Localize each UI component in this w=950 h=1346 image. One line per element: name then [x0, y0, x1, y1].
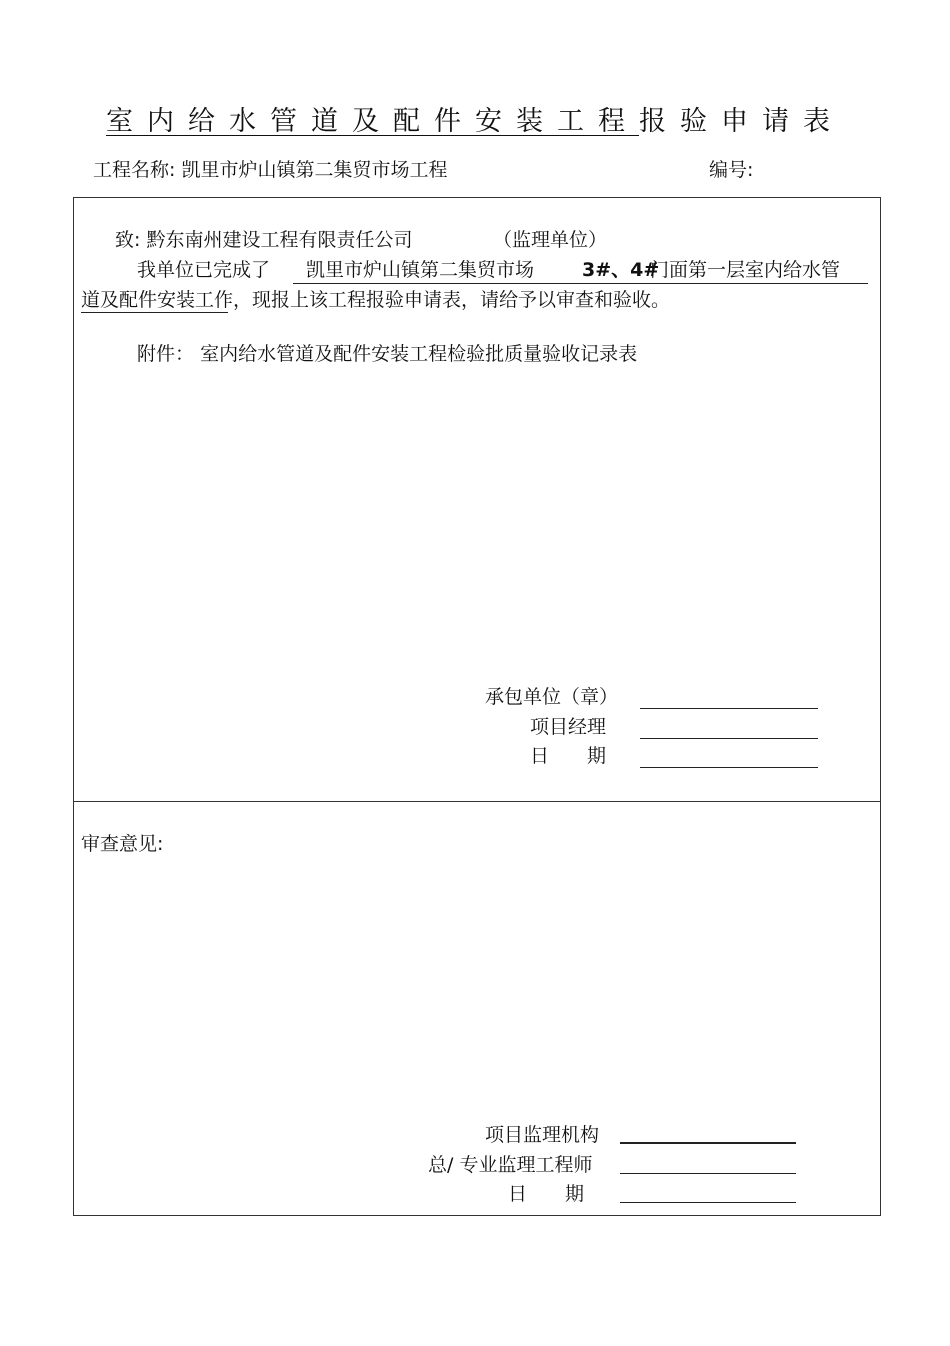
sign-engineer-label: 总/ 专业监理工程师	[428, 1154, 593, 1176]
body-work-1: 门面第一层室内给水管	[650, 259, 841, 281]
sign-engineer-line	[620, 1173, 796, 1174]
sign-manager-line	[640, 738, 818, 739]
project-label: 工程名称:	[93, 159, 176, 181]
body-work-2: 道及配件安装	[81, 289, 196, 311]
body-line-2	[81, 287, 670, 313]
number-label: 编号:	[709, 159, 754, 181]
attachment-label: 附件：	[137, 343, 195, 365]
addressee-row	[115, 227, 412, 253]
project-name: 凯里市炉山镇第二集贸市场工程	[181, 159, 448, 181]
to-role: （监理单位）	[493, 229, 608, 251]
title-underlined: 室内给水管道及配件安装工程	[106, 106, 639, 137]
body-unit: 3#、4#	[582, 259, 660, 281]
review-date-line	[620, 1202, 796, 1203]
body-underline-1	[293, 283, 868, 284]
body-suffix: 工作，现报上该工程报验申请表，请给予以审查和验收。	[195, 289, 671, 311]
sign-date-line	[640, 767, 818, 768]
body-prefix: 我单位已完成了	[137, 259, 271, 281]
to-company: 黔东南州建设工程有限责任公司	[146, 229, 413, 251]
body-market: 凯里市炉山镇第二集贸市场	[306, 259, 535, 281]
sign-manager-label: 项目经理	[530, 716, 607, 738]
title-rest: 报验申请表	[639, 106, 844, 137]
document-title	[0, 104, 950, 140]
review-date-label: 日 期	[508, 1183, 585, 1205]
sign-contractor-label: 承包单位（章）	[485, 686, 619, 708]
review-label: 审查意见:	[81, 833, 164, 855]
sign-contractor-line	[640, 708, 818, 709]
to-label: 致:	[115, 229, 141, 251]
attachment-text: 室内给水管道及配件安装工程检验批质量验收记录表	[200, 343, 638, 365]
project-name-row	[93, 157, 447, 183]
attachment-row	[137, 341, 637, 367]
sign-date-label: 日 期	[530, 745, 607, 767]
body-underline-2	[81, 312, 228, 313]
sign-org-label: 项目监理机构	[485, 1124, 600, 1146]
sign-org-line	[620, 1142, 796, 1144]
